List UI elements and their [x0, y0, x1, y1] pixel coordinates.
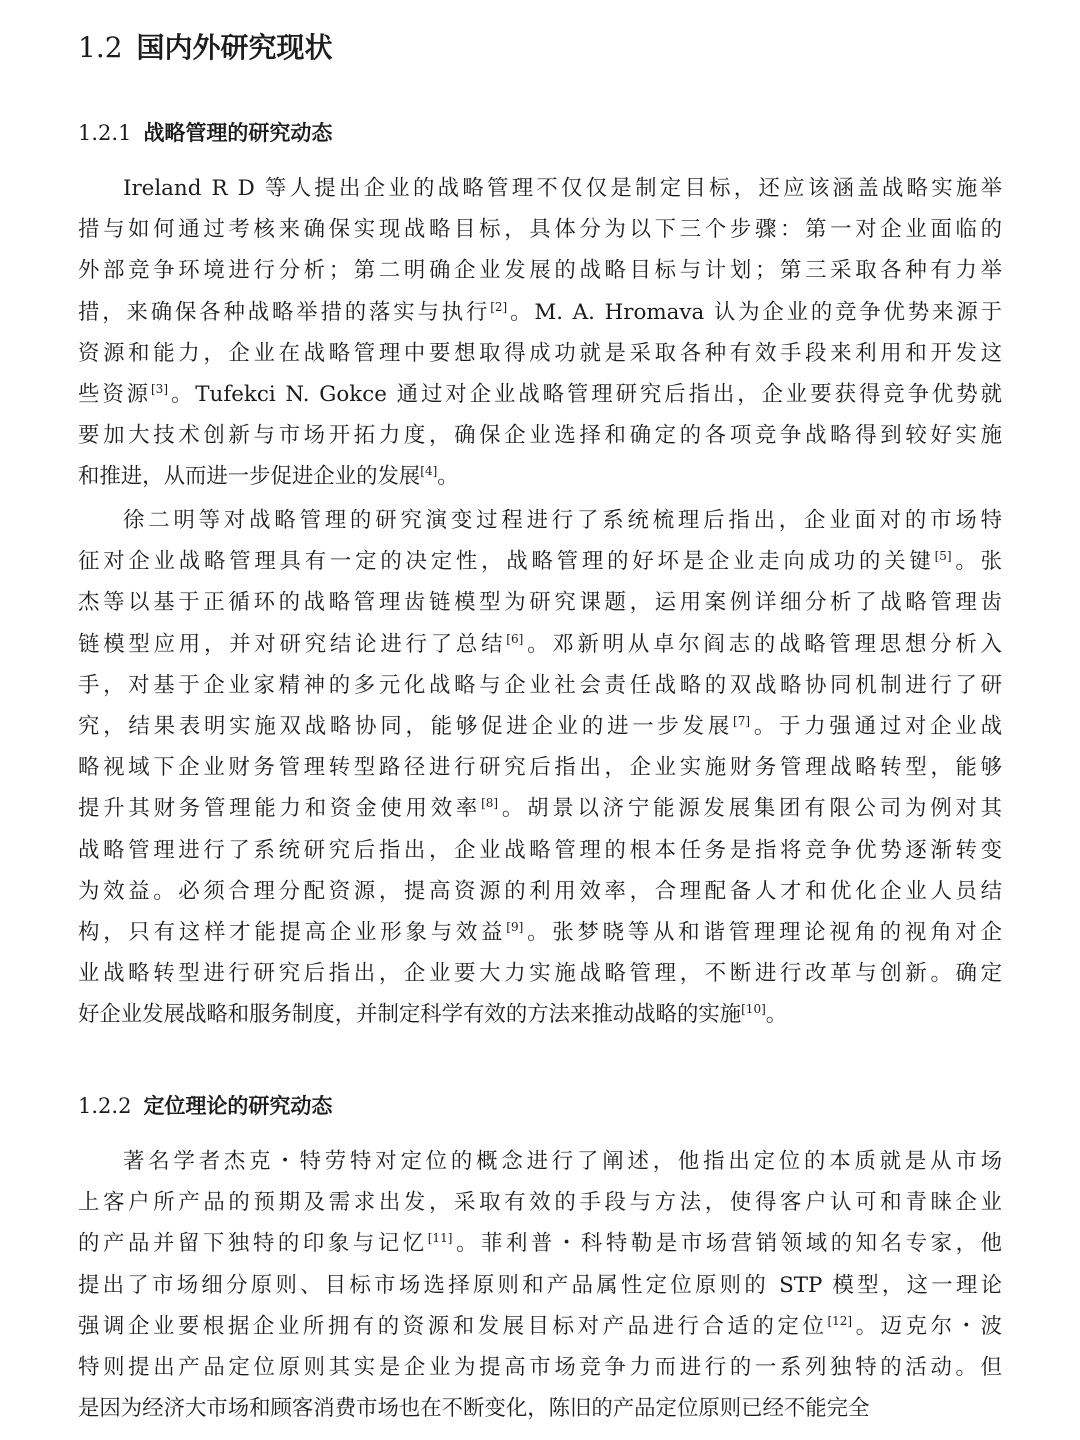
- text-line: 特则提出产品定位原则其实是企业为提高市场竞争力而进行的一系列独特的活动。但: [78, 1354, 1002, 1380]
- text-line: [78, 374, 1002, 415]
- text-segment: 。张梦晓等从和谐管理理论视角的视角对企: [523, 919, 1002, 945]
- text-line: 是因为经济大市场和顾客消费市场也在不断变化，陈旧的产品定位原则已经不能完全: [78, 1396, 870, 1422]
- citation-marker: [9]: [506, 919, 524, 934]
- text-line: [78, 456, 1002, 497]
- subsection-heading-strategy: [78, 117, 332, 149]
- text-line: [78, 912, 1002, 953]
- citation-marker: [10]: [741, 1002, 766, 1017]
- text-segment: 究，结果表明实施双战略协同，能够促进企业的进一步发展: [78, 713, 734, 739]
- paragraph-strategy-1: [78, 168, 1002, 498]
- text-segment: 。菲利普・科特勒是市场营销领域的知名专家，他: [452, 1231, 1002, 1257]
- text-segment: 。邓新明从卓尔阎志的战略管理思想分析入: [523, 631, 1002, 657]
- text-segment: 链模型应用，并对研究结论进行了总结: [78, 631, 507, 657]
- citation-marker: [12]: [827, 1313, 853, 1328]
- text-line: [78, 994, 1002, 1035]
- text-line: 著名学者杰克・特劳特对定位的概念进行了阐述，他指出定位的本质就是从市场: [123, 1149, 1002, 1174]
- text-line: 业战略转型进行研究后指出，企业要大力实施战略管理，不断进行改革与创新。确定: [78, 961, 1002, 987]
- citation-marker: [5]: [934, 549, 952, 564]
- text-line: 为效益。必须合理分配资源，提高资源的利用效率，合理配备人才和优化企业人员结: [78, 878, 1002, 904]
- text-segment: 。胡景以济宁能源发展集团有限公司为例对其: [498, 796, 1002, 822]
- citation-marker: [8]: [481, 796, 499, 811]
- subsection-heading-positioning: [78, 1090, 332, 1122]
- section-heading: [78, 28, 333, 68]
- text-line: 外部竞争环境进行分析；第二明确企业发展的战略目标与计划；第三采取各种有力举: [78, 258, 1002, 284]
- text-segment: 构，只有这样才能提高企业形象与效益: [78, 919, 507, 945]
- text-segment: 征对企业战略管理具有一定的决定性，战略管理的好坏是企业走向成功的关键: [78, 549, 935, 575]
- text-line: 略视域下企业财务管理转型路径进行研究后指出，企业实施财务管理战略转型，能够: [78, 755, 1002, 781]
- text-line: [78, 541, 1002, 582]
- citation-marker: [2]: [490, 299, 508, 314]
- citation-marker: [11]: [427, 1231, 453, 1246]
- text-line: 资源和能力，企业在战略管理中要想取得成功就是采取各种有效手段来利用和开发这: [78, 340, 1002, 366]
- text-line: [78, 1306, 1002, 1347]
- text-segment: 。迈克尔・波: [852, 1313, 1002, 1339]
- text-segment: 的产品并留下独特的印象与记忆: [78, 1231, 428, 1257]
- text-line: 杰等以基于正循环的战略管理齿链模型为研究课题，运用案例详细分析了战略管理齿: [78, 590, 1002, 616]
- text-line: 战略管理进行了系统研究后指出，企业战略管理的根本任务是指将竞争优势逐渐转变: [78, 837, 1002, 863]
- subsection-title: 战略管理的研究动态: [143, 121, 333, 145]
- subsection-number: 1.2.1: [78, 121, 132, 145]
- text-segment: 强调企业要根据企业所拥有的资源和发展目标对产品进行合适的定位: [78, 1313, 828, 1339]
- citation-marker: [4]: [420, 464, 438, 479]
- text-line: 徐二明等对战略管理的研究演变过程进行了系统梳理后指出，企业面对的市场特: [123, 508, 1002, 533]
- citation-marker: [6]: [506, 631, 524, 646]
- text-segment: 些资源: [78, 381, 151, 407]
- text-segment: 提升其财务管理能力和资金使用效率: [78, 796, 482, 822]
- text-segment: 。张: [951, 549, 1002, 575]
- text-line: 手，对基于企业家精神的多元化战略与企业社会责任战略的双战略协同机制进行了研: [78, 672, 1002, 698]
- subsection-title: 定位理论的研究动态: [143, 1094, 333, 1118]
- text-segment: 好企业发展战略和服务制度，并制定科学有效的方法来推动战略的实施: [78, 1002, 742, 1028]
- citation-marker: [3]: [151, 381, 168, 396]
- paragraph-strategy-2: [78, 500, 1002, 1035]
- text-line: [78, 788, 1002, 829]
- text-segment: 。: [437, 464, 459, 490]
- text-line: 措与如何通过考核来确保实现战略目标，具体分为以下三个步骤：第一对企业面临的: [78, 217, 1002, 243]
- section-title: 国内外研究现状: [136, 31, 333, 64]
- citation-marker: [7]: [733, 713, 751, 728]
- text-segment: 。Tufekci N. Gokce 通过对企业战略管理研究后指出，企业要获得竞争优势就: [168, 381, 1002, 407]
- text-line: [78, 624, 1002, 665]
- subsection-number: 1.2.2: [78, 1094, 132, 1118]
- text-line: 上客户所产品的预期及需求出发，采取有效的手段与方法，使得客户认可和青睐企业: [78, 1190, 1002, 1216]
- text-segment: 和推进，从而进一步促进企业的发展: [78, 464, 421, 490]
- text-line: 要加大技术创新与市场开拓力度，确保企业选择和确定的各项竞争战略得到较好实施: [78, 423, 1002, 449]
- text-line: [78, 706, 1002, 747]
- text-segment: 。: [765, 1002, 788, 1028]
- text-line: [78, 1223, 1002, 1264]
- paragraph-positioning-1: [78, 1141, 1002, 1429]
- text-segment: 。M. A. Hromava 认为企业的竞争优势来源于: [507, 299, 1002, 325]
- text-segment: 。于力强通过对企业战: [750, 713, 1002, 739]
- section-number: 1.2: [78, 31, 123, 64]
- text-line: 提出了市场细分原则、目标市场选择原则和产品属性定位原则的 STP 模型，这一理论: [78, 1272, 1002, 1298]
- text-line: [78, 292, 1002, 333]
- text-line: Ireland R D 等人提出企业的战略管理不仅仅是制定目标，还应该涵盖战略实施举: [123, 176, 1002, 201]
- text-segment: 措，来确保各种战略举措的落实与执行: [78, 299, 491, 325]
